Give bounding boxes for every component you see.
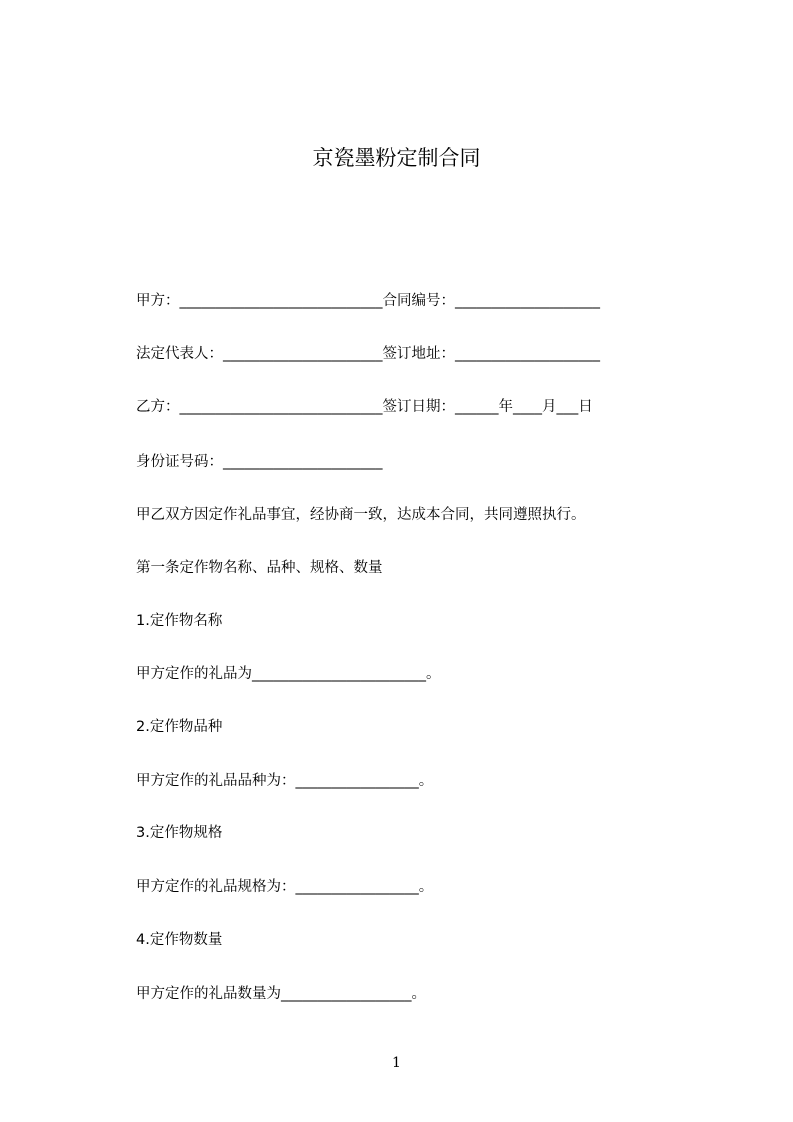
party-a-line: 甲方：____________________________合同编号：____________________: [136, 293, 600, 309]
item-4-text: 甲方定作的礼品数量为__________________。: [136, 986, 426, 1002]
item-2-heading: 2.定作物品种: [136, 719, 223, 735]
legal-representative-line: 法定代表人：______________________签订地址：____________________: [136, 346, 600, 362]
page-number: 1: [392, 1055, 401, 1071]
article-one-heading: 第一条定作物名称、品种、规格、数量: [136, 560, 383, 576]
id-number-line: 身份证号码：______________________: [136, 454, 383, 470]
document-title: 京瓷墨粉定制合同: [312, 146, 481, 170]
item-3-heading: 3.定作物规格: [136, 825, 223, 841]
intro-paragraph: 甲乙双方因定作礼品事宜，经协商一致，达成本合同，共同遵照执行。: [136, 507, 586, 523]
item-4-heading: 4.定作物数量: [136, 932, 223, 948]
item-1-heading: 1.定作物名称: [136, 613, 223, 629]
party-b-line: 乙方：____________________________签订日期：______年____月___日: [136, 399, 593, 415]
item-2-text: 甲方定作的礼品品种为：_________________。: [136, 773, 434, 789]
item-1-text: 甲方定作的礼品为________________________。: [136, 666, 441, 682]
item-3-text: 甲方定作的礼品规格为：_________________。: [136, 879, 434, 895]
